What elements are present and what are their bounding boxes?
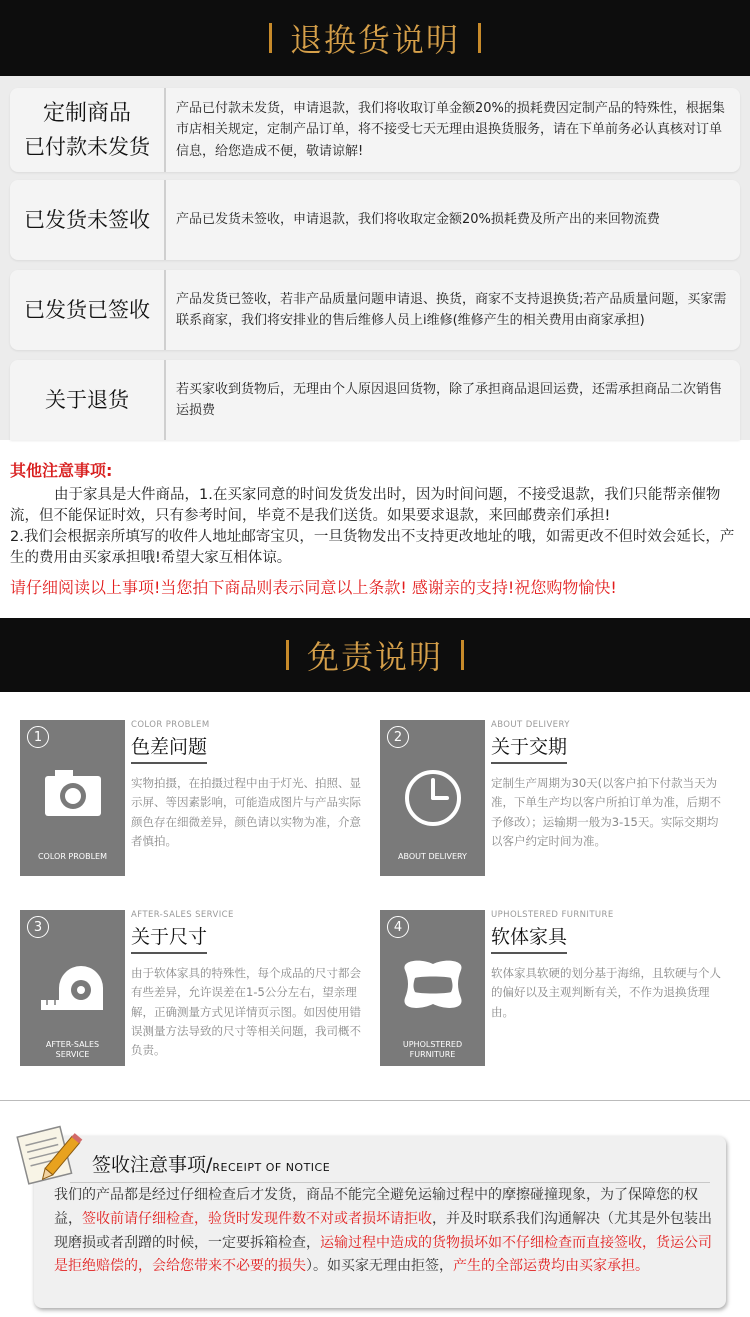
return-row-text: 产品已付款未发货，申请退款，我们将收取订单金额20%的损耗费因定制产品的特殊性，根据集市店相关规定，定制产品订单，将不接受七天无理由退换货服务，请在下单前务必认真核对订单信息，给您造成不便，敬请谅解!	[176, 101, 725, 159]
disclaimer-card-size	[20, 910, 370, 1066]
receipt-text-3: ，并及时联系我们沟通解决（尤其是外包装出现磨损或者刮蹭的时候，一定要拆箱检查，	[54, 1210, 712, 1251]
return-row-text: 产品发货已签收，若非产品质量问题申请退、换货，商家不支持退换货;若产品质量问题，买家需联系商家，我们将安排业的售后维修人员上i维修(维修产生的相关费用由商家承担)	[176, 291, 727, 328]
return-row-label: 关于退货	[10, 360, 166, 440]
label-line-1: 定制商品	[42, 100, 131, 126]
return-row-label: 已发货未签收	[10, 180, 166, 260]
card-en-title: ABOUT DELIVERY	[491, 720, 570, 730]
card-number: 3	[27, 916, 49, 938]
section-divider	[0, 1100, 750, 1101]
card-icon-box	[380, 910, 485, 1066]
receipt-text-5: ）。如买家无理由拒签，	[306, 1258, 453, 1275]
card-box-caption: COLOR PROBLEM	[37, 852, 108, 861]
card-icon-box	[380, 720, 485, 876]
card-number: 1	[27, 726, 49, 748]
memo-pencil-icon	[14, 1120, 84, 1186]
other-notes-warning: 请仔细阅读以上事项!当您拍下商品则表示同意以上条款! 感谢亲的支持!祝您购物愉快!	[10, 578, 617, 598]
return-row-label: 已发货已签收	[10, 270, 166, 350]
card-box-caption-2: SERVICE	[55, 1050, 90, 1059]
banner-right-bar	[478, 23, 481, 53]
receipt-title	[92, 1150, 330, 1177]
card-title: 软体家具	[491, 922, 567, 954]
card-text: 定制生产周期为30天(以客户拍下付款当天为准，下单生产均以客户所拍订单为准，后期不予修改）；运输期一般为3-15天。实际交期均以客户约定时间为准。	[491, 776, 721, 848]
card-title: 关于尺寸	[131, 922, 207, 954]
receipt-notice	[34, 1136, 726, 1308]
other-notes-heading: 其他注意事项:	[10, 461, 113, 480]
card-box-caption: ABOUT DELIVERY	[398, 852, 467, 861]
return-row-custom	[10, 88, 740, 172]
return-row-text: 产品已发货未签收，申请退款，我们将收取定金额20%损耗费及所产出的来回物流费	[176, 212, 660, 228]
card-title: 关于交期	[491, 732, 567, 764]
disclaimer-card-upholstered	[380, 910, 730, 1066]
other-notes-para-2: 2.我们会根据亲所填写的收件人地址邮寄宝贝，一旦货物发出不支持更改地址的哦，如需更改不但时效会延长，产生的费用由买家承担哦!希望大家互相体谅。	[10, 529, 735, 567]
disclaimer-title: 免责说明	[306, 638, 443, 676]
clock-icon	[397, 758, 469, 830]
card-icon-box	[20, 720, 125, 876]
card-number: 2	[387, 726, 409, 748]
return-row-shipped-signed	[10, 270, 740, 350]
return-row-shipped-unsigned	[10, 180, 740, 260]
card-text: 实物拍摄，在拍摄过程中由于灯光、拍照、显示屏、等因素影响，可能造成图片与产品实际颜色存在细微差异，颜色请以实物为准，介意者慎拍。	[131, 776, 361, 848]
receipt-text-2: 签收前请仔细检查，验货时发现件数不对或者损坏请拒收	[82, 1210, 432, 1227]
banner-left-bar	[269, 23, 272, 53]
disclaimer-card-delivery	[380, 720, 730, 876]
disclaimer-card-color	[20, 720, 370, 876]
returns-banner	[0, 0, 750, 76]
card-box-caption-1: AFTER-SALES	[45, 1040, 100, 1049]
receipt-title-en: RECEIPT OF NOTICE	[212, 1161, 331, 1174]
label-line-2: 已付款未发货	[24, 134, 150, 159]
other-notes-para-1: 由于家具是大件商品，1.在买家同意的时间发货发出时，因为时间问题，不接受退款，我们只能帮亲催物流，但不能保证时效，只有参考时间，毕竟不是我们送货。如果要求退款，来回邮费亲们承担!	[10, 487, 721, 525]
banner-left-bar	[286, 640, 289, 670]
receipt-text-1: 我们的产品都是经过仔细检查后才发货，商品不能完全避免运输过程中的摩擦碰撞现象，为了保障您的权益，	[54, 1187, 698, 1227]
tape-measure-icon	[37, 948, 109, 1020]
card-en-title: UPHOLSTERED FURNITURE	[491, 910, 614, 920]
receipt-title-cn: 签收注意事项/	[92, 1154, 213, 1176]
camera-icon	[37, 758, 109, 830]
sofa-cushion-icon	[397, 948, 469, 1020]
receipt-title-rule	[70, 1182, 710, 1183]
card-number: 4	[387, 916, 409, 938]
receipt-body	[54, 1184, 714, 1279]
returns-title: 退换货说明	[289, 21, 460, 59]
receipt-text-4: 运输过程中造成的货物损坏如不仔细检查而直接签收，货运公司是拒绝赔偿的，会给您带来不必要的损失	[54, 1234, 712, 1275]
card-text: 由于软体家具的特殊性，每个成品的尺寸都会有些差异，允许误差在1-5公分左右，望亲理解，正确测量方式见详情页示图。如因使用错误测量方法导致的尺寸等相关问题，我司概不负责。	[131, 966, 361, 1058]
return-row-about-returns	[10, 360, 740, 440]
receipt-text-6: 产生的全部运费均由买家承担。	[453, 1258, 649, 1275]
card-box-caption-1: UPHOLSTERED	[402, 1040, 463, 1049]
card-box-caption-2: FURNITURE	[409, 1050, 456, 1059]
card-en-title: COLOR PROBLEM	[131, 720, 210, 730]
card-icon-box	[20, 910, 125, 1066]
banner-right-bar	[461, 640, 464, 670]
disclaimer-banner	[0, 618, 750, 692]
card-en-title: AFTER-SALES SERVICE	[131, 910, 234, 920]
card-title: 色差问题	[131, 732, 207, 764]
return-row-text: 若买家收到货物后，无理由个人原因退回货物，除了承担商品退回运费，还需承担商品二次销售运损费	[176, 381, 723, 418]
other-notes	[10, 458, 742, 598]
return-row-label	[10, 88, 166, 172]
card-text: 软体家具软硬的划分基于海绵，且软硬与个人的偏好以及主观判断有关，不作为退换货理由。	[491, 966, 721, 1019]
